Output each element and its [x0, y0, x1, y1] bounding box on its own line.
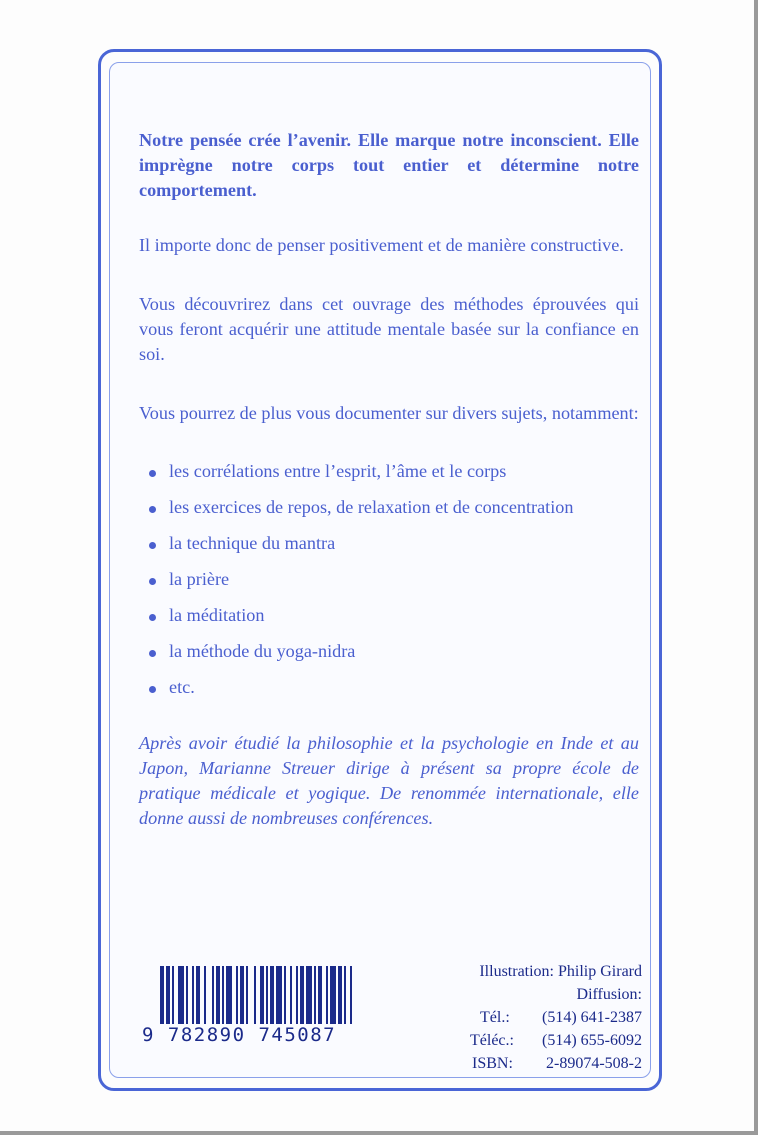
fax-row [400, 1029, 642, 1052]
list-item-text: les exercices de repos, de relaxation et de concentration [169, 497, 574, 517]
list-item [139, 495, 639, 520]
list-item [139, 603, 639, 628]
list-item-text: la méditation [169, 605, 265, 625]
barcode-gap [352, 966, 354, 1024]
paragraph: Il importe donc de penser positivement et de manière constructive. [139, 235, 624, 255]
bullet-icon [149, 650, 156, 657]
isbn-value: 2-89074-508-2 [546, 1055, 642, 1072]
bullet-icon [149, 614, 156, 621]
bullet-icon [149, 542, 156, 549]
isbn-barcode [142, 966, 384, 1046]
paragraph: Vous pourrez de plus vous documenter sur divers sujets, notamment: [139, 403, 639, 423]
list-item-text: la prière [169, 569, 230, 589]
list-item [139, 567, 639, 592]
illustration-credit: Illustration: Philip Girard [479, 963, 642, 980]
paragraph: Vous découvrirez dans cet ouvrage des méthodes éprouvées qui vous feront acquérir une attitude mentale basée sur la confiance en soi. [139, 294, 639, 364]
tel-label: Tél.: [480, 1009, 510, 1026]
topic-list [139, 459, 639, 700]
telephone-row [400, 1006, 642, 1029]
list-item [139, 675, 639, 700]
fax-value: (514) 655-6092 [542, 1032, 642, 1049]
bullet-icon [149, 470, 156, 477]
list-item-text: etc. [169, 677, 195, 697]
back-cover-text [139, 128, 639, 831]
barcode-number: 9 782890 745087 [142, 1024, 337, 1046]
list-item [139, 531, 639, 556]
list-item-text: la technique du mantra [169, 533, 336, 553]
fax-label: Téléc.: [470, 1032, 514, 1049]
isbn-row [400, 1052, 642, 1075]
barcode-bars [160, 966, 380, 1024]
bullet-icon [149, 506, 156, 513]
diffusion-label: Diffusion: [576, 986, 642, 1003]
tel-value: (514) 641-2387 [542, 1009, 642, 1026]
list-item-text: la méthode du yoga-nidra [169, 641, 356, 661]
intro-paragraph: Notre pensée crée l’avenir. Elle marque notre inconscient. Elle imprègne notre corps tout entier et détermine notre comportement. [139, 130, 639, 200]
isbn-label: ISBN: [472, 1055, 513, 1072]
list-item [139, 639, 639, 664]
publisher-info [400, 960, 642, 1075]
list-item-text: les corrélations entre l’esprit, l’âme et le corps [169, 461, 507, 481]
bullet-icon [149, 578, 156, 585]
list-item [139, 459, 639, 484]
bullet-icon [149, 686, 156, 693]
author-bio: Après avoir étudié la philosophie et la psychologie en Inde et au Japon, Marianne Streuer dirige à présent sa propre école de pratique médicale et yogique. De renommée internationale, elle donne aussi de nombreuses conférences. [139, 733, 639, 828]
